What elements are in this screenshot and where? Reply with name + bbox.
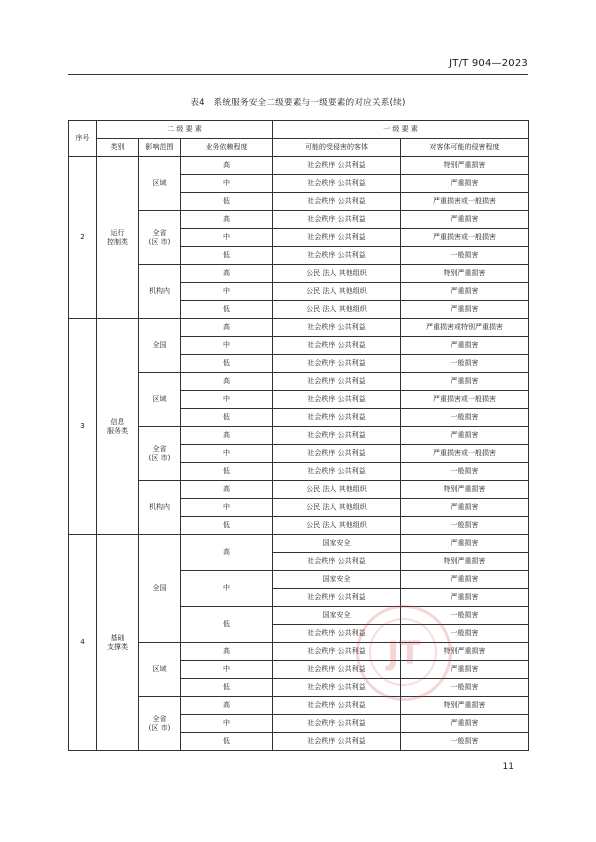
severity-cell: 严重损害或特别严重损害 — [401, 319, 529, 337]
table-row — [69, 319, 529, 337]
header-severity: 对客体可能的侵害程度 — [401, 139, 529, 157]
seq-cell: 2 — [69, 157, 97, 319]
object-cell: 公民 法人 其他组织 — [273, 499, 401, 517]
severity-cell: 严重损害 — [401, 427, 529, 445]
object-cell: 社会秩序 公共利益 — [273, 715, 401, 733]
damage-cell: 中 — [181, 499, 273, 517]
damage-cell: 低 — [181, 247, 273, 265]
damage-cell: 低 — [181, 517, 273, 535]
damage-cell: 低 — [181, 355, 273, 373]
header-scope: 影响范围 — [139, 139, 181, 157]
category-cell: 运行 控制类 — [97, 157, 139, 319]
object-cell: 社会秩序 公共利益 — [273, 409, 401, 427]
object-cell: 社会秩序 公共利益 — [273, 319, 401, 337]
severity-cell: 特别严重损害 — [401, 481, 529, 499]
damage-cell: 中 — [181, 661, 273, 679]
severity-cell: 一般损害 — [401, 679, 529, 697]
severity-cell: 一般损害 — [401, 625, 529, 643]
object-cell: 社会秩序 公共利益 — [273, 175, 401, 193]
severity-cell: 严重损害或一般损害 — [401, 445, 529, 463]
object-cell: 社会秩序 公共利益 — [273, 679, 401, 697]
damage-cell: 低 — [181, 733, 273, 751]
category-cell: 信息 服务类 — [97, 319, 139, 535]
table-row — [69, 157, 529, 175]
header-seq: 序号 — [69, 121, 97, 157]
damage-cell: 低 — [181, 409, 273, 427]
object-cell: 社会秩序 公共利益 — [273, 355, 401, 373]
object-cell: 社会秩序 公共利益 — [273, 589, 401, 607]
damage-cell: 低 — [181, 607, 273, 643]
scope-cell: 机构内 — [139, 481, 181, 535]
header-level2: 二 级 要 素 — [97, 121, 273, 139]
object-cell: 社会秩序 公共利益 — [273, 229, 401, 247]
table-caption: 表4 系统服务安全二级要素与一级要素的对应关系(续) — [190, 98, 406, 108]
standard-number: JT/T 904—2023 — [449, 58, 528, 69]
severity-cell: 严重损害 — [401, 337, 529, 355]
header-object: 可能的受侵害的客体 — [273, 139, 401, 157]
damage-cell: 高 — [181, 373, 273, 391]
object-cell: 社会秩序 公共利益 — [273, 391, 401, 409]
object-cell: 公民 法人 其他组织 — [273, 481, 401, 499]
seq-cell: 3 — [69, 319, 97, 535]
severity-cell: 特别严重损害 — [401, 643, 529, 661]
object-cell: 公民 法人 其他组织 — [273, 517, 401, 535]
object-cell: 社会秩序 公共利益 — [273, 337, 401, 355]
damage-cell: 高 — [181, 697, 273, 715]
object-cell: 国家安全 — [273, 607, 401, 625]
page-number: 11 — [502, 762, 514, 772]
severity-cell: 严重损害或一般损害 — [401, 193, 529, 211]
severity-cell: 一般损害 — [401, 607, 529, 625]
damage-cell: 中 — [181, 229, 273, 247]
object-cell: 社会秩序 公共利益 — [273, 625, 401, 643]
object-cell: 公民 法人 其他组织 — [273, 265, 401, 283]
damage-cell: 高 — [181, 643, 273, 661]
scope-cell: 区域 — [139, 643, 181, 697]
severity-cell: 一般损害 — [401, 463, 529, 481]
severity-cell: 严重损害或一般损害 — [401, 391, 529, 409]
damage-cell: 中 — [181, 283, 273, 301]
severity-cell: 特别严重损害 — [401, 157, 529, 175]
severity-cell: 严重损害 — [401, 499, 529, 517]
severity-cell: 一般损害 — [401, 409, 529, 427]
damage-cell: 高 — [181, 535, 273, 571]
seal-text: JT — [387, 634, 421, 672]
object-cell: 社会秩序 公共利益 — [273, 247, 401, 265]
object-cell: 社会秩序 公共利益 — [273, 193, 401, 211]
damage-cell: 低 — [181, 679, 273, 697]
mapping-table — [68, 120, 529, 751]
severity-cell: 严重损害或一般损害 — [401, 229, 529, 247]
damage-cell: 中 — [181, 445, 273, 463]
damage-cell: 中 — [181, 571, 273, 607]
object-cell: 公民 法人 其他组织 — [273, 301, 401, 319]
severity-cell: 特别严重损害 — [401, 265, 529, 283]
object-cell: 社会秩序 公共利益 — [273, 463, 401, 481]
scope-cell: 区域 — [139, 373, 181, 427]
scope-cell: 全省 (区 市) — [139, 697, 181, 751]
scope-cell: 全国 — [139, 535, 181, 643]
object-cell: 国家安全 — [273, 535, 401, 553]
object-cell: 社会秩序 公共利益 — [273, 553, 401, 571]
scope-cell: 全省 (区 市) — [139, 427, 181, 481]
severity-cell: 严重损害 — [401, 373, 529, 391]
category-cell: 基础 支撑类 — [97, 535, 139, 751]
severity-cell: 严重损害 — [401, 283, 529, 301]
header-row-1 — [69, 121, 529, 139]
damage-cell: 中 — [181, 175, 273, 193]
damage-cell: 高 — [181, 427, 273, 445]
table-body — [69, 157, 529, 751]
damage-cell: 高 — [181, 319, 273, 337]
header-level1: 一 级 要 素 — [273, 121, 529, 139]
table-container — [68, 120, 528, 751]
damage-cell: 高 — [181, 157, 273, 175]
header-rule — [68, 74, 528, 75]
severity-cell: 严重损害 — [401, 661, 529, 679]
damage-cell: 高 — [181, 265, 273, 283]
table-row — [69, 535, 529, 553]
damage-cell: 高 — [181, 211, 273, 229]
damage-cell: 中 — [181, 337, 273, 355]
header-category: 类别 — [97, 139, 139, 157]
object-cell: 社会秩序 公共利益 — [273, 427, 401, 445]
object-cell: 社会秩序 公共利益 — [273, 157, 401, 175]
seq-cell: 4 — [69, 535, 97, 751]
severity-cell: 严重损害 — [401, 571, 529, 589]
scope-cell: 机构内 — [139, 265, 181, 319]
severity-cell: 严重损害 — [401, 301, 529, 319]
severity-cell: 一般损害 — [401, 247, 529, 265]
damage-cell: 低 — [181, 463, 273, 481]
severity-cell: 严重损害 — [401, 175, 529, 193]
damage-cell: 中 — [181, 391, 273, 409]
header-row-2 — [69, 139, 529, 157]
severity-cell: 特别严重损害 — [401, 553, 529, 571]
object-cell: 社会秩序 公共利益 — [273, 697, 401, 715]
severity-cell: 严重损害 — [401, 535, 529, 553]
damage-cell: 低 — [181, 193, 273, 211]
severity-cell: 一般损害 — [401, 355, 529, 373]
header-damage: 业务依赖程度 — [181, 139, 273, 157]
severity-cell: 严重损害 — [401, 715, 529, 733]
object-cell: 社会秩序 公共利益 — [273, 643, 401, 661]
scope-cell: 区域 — [139, 157, 181, 211]
jt-seal-watermark — [356, 605, 452, 701]
scope-cell: 全省 (区 市) — [139, 211, 181, 265]
object-cell: 社会秩序 公共利益 — [273, 373, 401, 391]
severity-cell: 一般损害 — [401, 733, 529, 751]
object-cell: 社会秩序 公共利益 — [273, 211, 401, 229]
object-cell: 社会秩序 公共利益 — [273, 445, 401, 463]
damage-cell: 高 — [181, 481, 273, 499]
scope-cell: 全国 — [139, 319, 181, 373]
object-cell: 社会秩序 公共利益 — [273, 733, 401, 751]
damage-cell: 中 — [181, 715, 273, 733]
object-cell: 公民 法人 其他组织 — [273, 283, 401, 301]
severity-cell: 特别严重损害 — [401, 697, 529, 715]
severity-cell: 严重损害 — [401, 211, 529, 229]
damage-cell: 低 — [181, 301, 273, 319]
severity-cell: 一般损害 — [401, 517, 529, 535]
object-cell: 社会秩序 公共利益 — [273, 661, 401, 679]
object-cell: 国家安全 — [273, 571, 401, 589]
severity-cell: 严重损害 — [401, 589, 529, 607]
